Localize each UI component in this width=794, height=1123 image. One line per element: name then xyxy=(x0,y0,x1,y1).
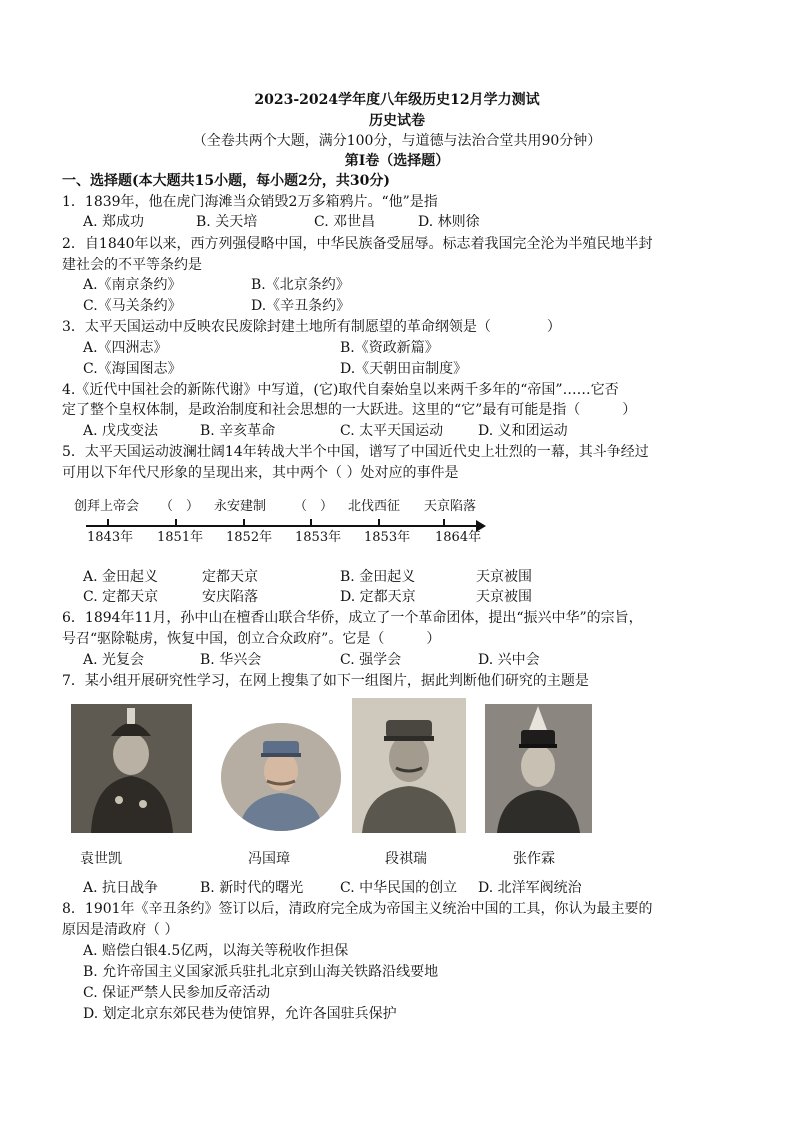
q4-option-d: D. 义和团运动 xyxy=(478,423,568,439)
q5-option-c-part2: 安庆陷落 xyxy=(202,589,258,605)
portrait-figure-icon xyxy=(71,704,192,833)
exam-subtitle: 历史试卷 xyxy=(369,113,425,129)
q1-option-b: B. 关天培 xyxy=(196,214,258,230)
timeline-year: 1864年 xyxy=(435,530,482,545)
q5-option-b-part1: B. 金田起义 xyxy=(340,569,416,585)
timeline-tick xyxy=(378,519,380,526)
q4-option-c: C. 太平天国运动 xyxy=(340,423,444,439)
q6-option-b: B. 华兴会 xyxy=(200,652,262,668)
timeline-year: 1852年 xyxy=(226,530,273,545)
q5-option-b-part2: 天京被围 xyxy=(476,569,532,585)
exam-note: （全卷共两个大题，满分100分，与道德与法治合堂共用90分钟） xyxy=(192,133,602,149)
q1-option-c: C. 邓世昌 xyxy=(314,214,376,230)
q4-stem-line2: 定了整个皇权体制，是政治制度和社会思想的一大跃进。这里的“它”最有可能是指（ ） xyxy=(62,402,637,418)
portrait-caption: 冯国璋 xyxy=(248,851,290,867)
q5-stem-line1: 5．太平天国运动波澜壮阔14年转战大半个中国，谱写了中国近代史上壮烈的一幕，其斗争经过 xyxy=(62,444,649,460)
q7-option-b: B. 新时代的曙光 xyxy=(200,880,304,896)
q5-option-c-part1: C. 定都天京 xyxy=(83,589,159,605)
q4-stem-line1: 4.《近代中国社会的新陈代谢》中写道，(它)取代自秦始皇以来两千多年的“帝国”……它否 xyxy=(62,382,619,398)
q1-stem: 1．1839年，他在虎门海滩当众销毁2万多箱鸦片。“他”是指 xyxy=(62,194,438,210)
q3-option-c: C.《海国图志》 xyxy=(83,361,182,377)
q6-stem-line1: 6．1894年11月，孙中山在檀香山联合华侨，成立了一个革命团体，提出“振兴中华”的宗旨， xyxy=(62,610,643,626)
q8-stem-line2: 原因是清政府（ ） xyxy=(62,922,179,938)
timeline-year: 1843年 xyxy=(87,530,134,545)
q5-option-a-part1: A. 金田起义 xyxy=(83,569,159,585)
q7-stem: 7．某小组开展研究性学习，在网上搜集了如下一组图片，据此判断他们研究的主题是 xyxy=(62,673,589,689)
q3-option-a: A.《四洲志》 xyxy=(83,340,168,356)
timeline-year: 1853年 xyxy=(364,530,411,545)
section-title: 一、选择题(本大题共15小题，每小题2分，共30分) xyxy=(62,173,390,189)
timeline-event-blank: （ ） xyxy=(160,499,200,514)
q3-option-b: B.《资政新篇》 xyxy=(340,340,439,356)
timeline-event: 创拜上帝会 xyxy=(74,499,140,514)
q2-stem-line1: 2．自1840年以来，西方列强侵略中国，中华民族备受屈辱。标志着我国完全沦为半殖民地半封 xyxy=(62,236,653,252)
q3-stem: 3．太平天国运动中反映农民废除封建土地所有制愿望的革命纲领是（ ） xyxy=(62,319,561,335)
q2-option-a: A.《南京条约》 xyxy=(83,277,182,293)
portrait-figure-icon xyxy=(485,704,592,833)
q2-stem-line2: 建社会的不平等条约是 xyxy=(62,257,202,273)
q2-option-d: D.《辛丑条约》 xyxy=(251,298,351,314)
portrait-caption: 袁世凯 xyxy=(80,851,122,867)
timeline-year: 1853年 xyxy=(295,530,342,545)
q6-option-d: D. 兴中会 xyxy=(478,652,540,668)
q5-option-a-part2: 定都天京 xyxy=(202,569,258,585)
q8-option-c: C. 保证严禁人民参加反帝活动 xyxy=(83,985,271,1001)
portrait-caption: 段祺瑞 xyxy=(385,851,427,867)
exam-title: 2023-2024学年度八年级历史12月学力测试 xyxy=(254,92,540,108)
q1-option-d: D. 林则徐 xyxy=(418,214,480,230)
portrait-photo-3 xyxy=(352,698,466,833)
q5-stem-line2: 可用以下年代尺形象的呈现出来，其中两个（ ）处对应的事件是 xyxy=(62,465,459,481)
q4-option-a: A. 戊戌变法 xyxy=(83,423,159,439)
timeline-tick xyxy=(443,519,445,526)
q8-option-a: A. 赔偿白银4.5亿两，以海关等税收作担保 xyxy=(83,943,349,959)
q6-option-c: C. 强学会 xyxy=(340,652,402,668)
q6-stem-line2: 号召“驱除鞑虏，恢复中国，创立合众政府”。它是（ ） xyxy=(62,631,441,647)
q1-option-a: A. 郑成功 xyxy=(83,214,145,230)
timeline-event-blank: （ ） xyxy=(294,499,334,514)
portrait-photo-1 xyxy=(71,704,192,833)
portrait-figure-icon xyxy=(221,723,341,831)
q7-option-c: C. 中华民国的创立 xyxy=(340,880,458,896)
q8-option-b: B. 允许帝国主义国家派兵驻扎北京到山海关铁路沿线要地 xyxy=(83,964,439,980)
portrait-figure-icon xyxy=(352,698,466,833)
timeline-event: 天京陷落 xyxy=(424,499,477,514)
portrait-photo-2 xyxy=(221,723,341,831)
timeline-tick xyxy=(175,519,177,526)
q5-option-d-part2: 天京被围 xyxy=(476,589,532,605)
portrait-photo-4 xyxy=(485,704,592,833)
q6-option-a: A. 光复会 xyxy=(83,652,145,668)
portrait-caption: 张作霖 xyxy=(513,851,555,867)
q3-option-d: D.《天朝田亩制度》 xyxy=(340,361,468,377)
timeline-tick xyxy=(243,519,245,526)
q4-option-b: B. 辛亥革命 xyxy=(200,423,276,439)
q2-option-c: C.《马关条约》 xyxy=(83,298,182,314)
volume-title: 第Ⅰ卷（选择题） xyxy=(344,153,450,169)
q8-stem-line1: 8．1901年《辛丑条约》签订以后，清政府完全成为帝国主义统治中国的工具，你认为最主要的 xyxy=(62,901,653,917)
timeline-tick xyxy=(310,519,312,526)
q7-option-a: A. 抗日战争 xyxy=(83,880,159,896)
q2-option-b: B.《北京条约》 xyxy=(251,277,350,293)
timeline-event: 永安建制 xyxy=(214,499,267,514)
q5-option-d-part1: D. 定都天京 xyxy=(340,589,416,605)
timeline-tick xyxy=(107,519,109,526)
timeline-axis xyxy=(86,525,478,527)
q8-option-d: D. 划定北京东郊民巷为使馆界，允许各国驻兵保护 xyxy=(83,1006,397,1022)
timeline-event: 北伐西征 xyxy=(348,499,401,514)
q7-option-d: D. 北洋军阀统治 xyxy=(478,880,582,896)
timeline-year: 1851年 xyxy=(157,530,204,545)
